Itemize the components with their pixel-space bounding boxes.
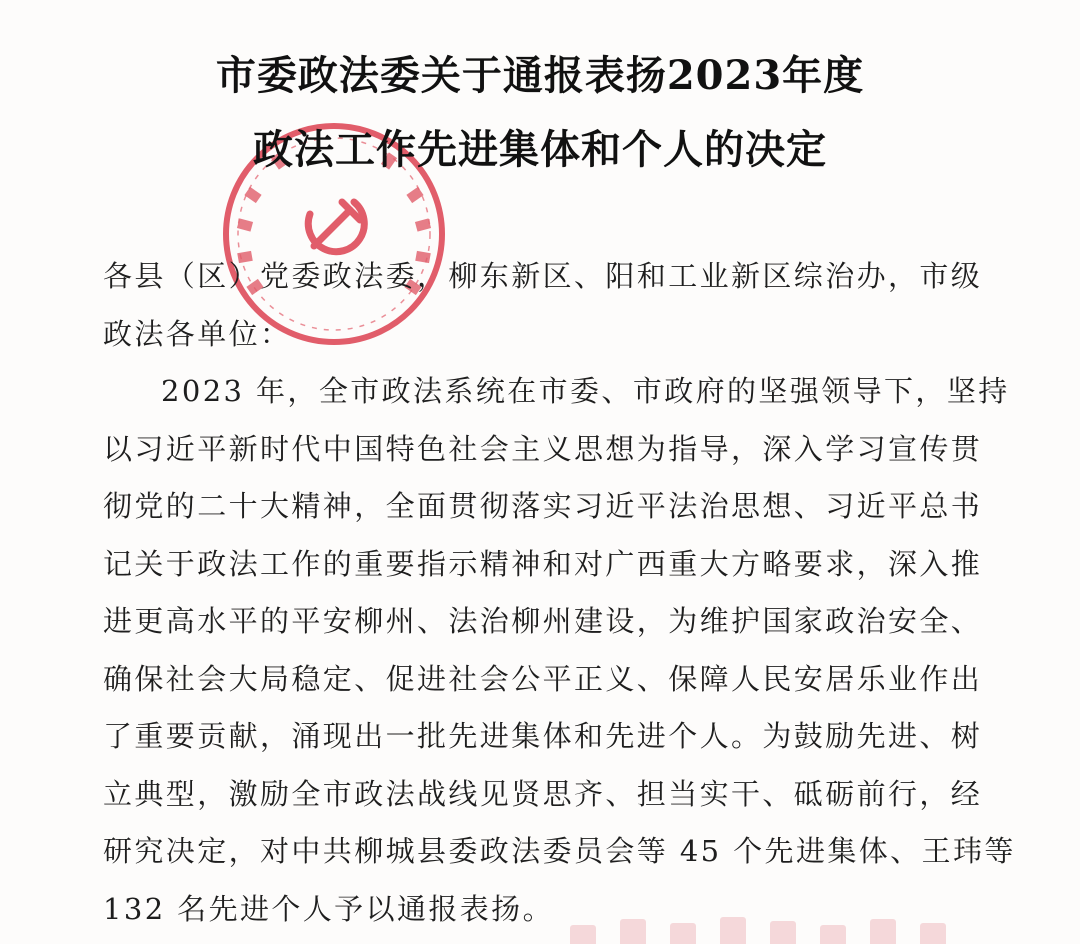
body-line: 132 名先进个人予以通报表扬。	[103, 891, 554, 926]
body-line: 立典型，激励全市政法战线见贤思齐、担当实干、砥砺前行，经	[103, 776, 983, 811]
body-line: 彻党的二十大精神，全面贯彻落实习近平法治思想、习近平总书	[103, 489, 983, 523]
body-line: 了重要贡献，涌现出一批先进集体和先进个人。为鼓励先进、树	[103, 719, 983, 753]
body-line: 记关于政法工作的重要指示精神和对广西重大方略要求，深入推	[103, 546, 983, 581]
faint-bleedthrough-stamp-icon	[560, 905, 980, 944]
salutation-line: 政法各单位：	[103, 316, 292, 351]
document-body	[103, 248, 1016, 938]
body-line: 进更高水平的平安柳州、法治柳州建设，为维护国家政治安全、	[103, 604, 983, 638]
body-line: 研究决定，对中共柳城县委政法委员会等 45 个先进集体、王玮等	[103, 834, 1016, 868]
body-line: 2023 年，全市政法系统在市委、市政府的坚强领导下，坚持	[161, 374, 1010, 408]
body-line: 确保社会大局稳定、促进社会公平正义、保障人民安居乐业作出	[103, 661, 983, 696]
body-line: 以习近平新时代中国特色社会主义思想为指导，深入学习宣传贯	[103, 431, 983, 466]
document-title-line-2: 政法工作先进集体和个人的决定	[253, 126, 827, 173]
salutation-line: 各县（区）党委政法委，柳东新区、阳和工业新区综治办，市级	[103, 259, 983, 293]
document-title-line-1: 市委政法委关于通报表扬2023年度	[215, 52, 865, 99]
